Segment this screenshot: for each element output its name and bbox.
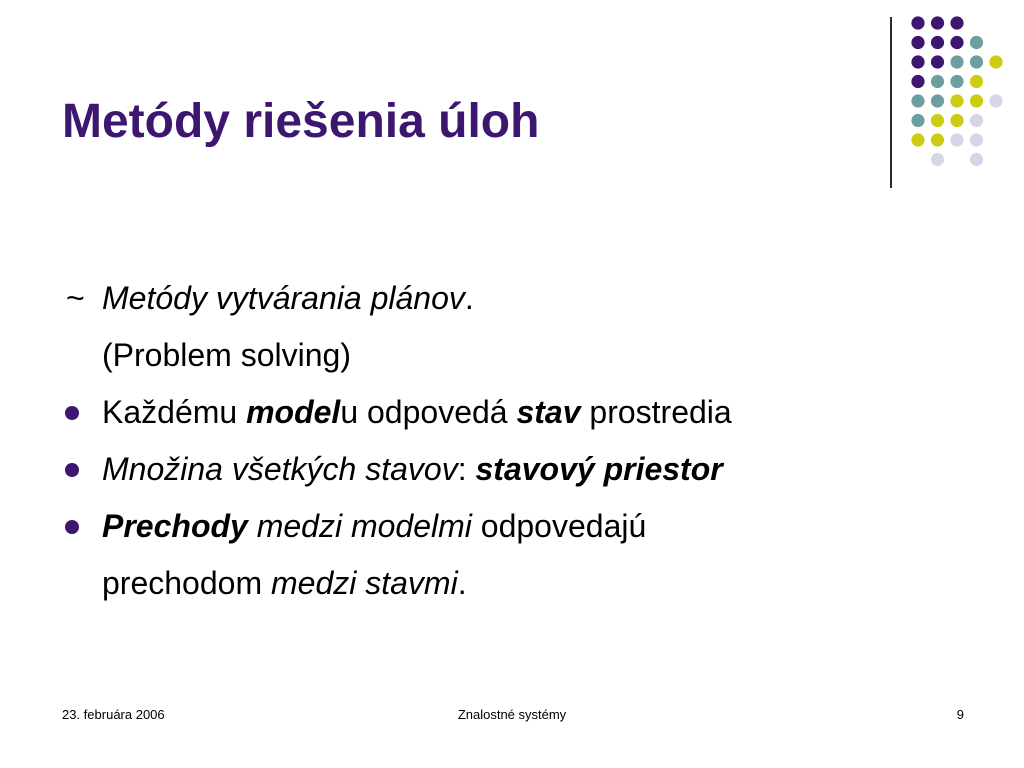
bullet-item [62, 384, 982, 441]
purple-dot [931, 36, 944, 49]
yellow-dot [950, 94, 963, 107]
slide-title: Metódy riešenia úloh [62, 95, 540, 148]
text-run: prechodom [102, 565, 271, 601]
text-run: odpovedajú [471, 508, 647, 544]
purple-dot [950, 16, 963, 29]
purple-dot [931, 55, 944, 68]
dot-grid-decoration [0, 0, 1024, 200]
bullet-dot [65, 463, 79, 477]
yellow-dot [970, 75, 983, 88]
italic-phrase: Metódy vytvárania plánov [102, 280, 465, 316]
teal-dot [950, 75, 963, 88]
footer-date: 23. februára 2006 [62, 707, 165, 722]
slide-body [62, 270, 982, 612]
teal-dot [931, 75, 944, 88]
body-line-continuation [62, 327, 982, 384]
bullet-dot [65, 406, 79, 420]
body-line-tilde [62, 270, 982, 327]
text-run: . [457, 565, 467, 601]
bold-italic-phrase: stav [516, 394, 581, 430]
purple-dot [931, 16, 944, 29]
bullet-continuation [62, 555, 982, 612]
text-run: u odpovedá [340, 394, 517, 430]
yellow-dot [950, 114, 963, 127]
teal-dot [970, 36, 983, 49]
teal-dot [970, 55, 983, 68]
teal-dot [931, 94, 944, 107]
lavender-dot [931, 153, 944, 166]
lavender-dot [950, 133, 963, 146]
teal-dot [911, 114, 924, 127]
yellow-dot [931, 133, 944, 146]
bullet-item [62, 441, 982, 498]
purple-dot [911, 16, 924, 29]
bold-italic-phrase: model [246, 394, 341, 430]
lavender-dot [970, 133, 983, 146]
bullet-item [62, 498, 982, 555]
text-run: Každému [102, 394, 247, 430]
bullet-dot [65, 520, 79, 534]
purple-dot [911, 36, 924, 49]
yellow-dot [931, 114, 944, 127]
teal-dot [911, 94, 924, 107]
yellow-dot [970, 94, 983, 107]
text-run: (Problem solving) [102, 337, 351, 373]
tilde-marker: ~ [66, 280, 85, 316]
text-run: prostredia [580, 394, 732, 430]
lavender-dot [989, 94, 1002, 107]
lavender-dot [970, 153, 983, 166]
purple-dot [950, 36, 963, 49]
italic-phrase: medzi modelmi [247, 508, 472, 544]
text-run: . [464, 280, 474, 316]
lavender-dot [970, 114, 983, 127]
teal-dot [950, 55, 963, 68]
bold-italic-phrase: stavový priestor [475, 451, 723, 487]
yellow-dot [911, 133, 924, 146]
footer-page-number: 9 [956, 707, 964, 722]
purple-dot [911, 55, 924, 68]
italic-phrase: Množina všetkých stavov [102, 451, 458, 487]
footer-course: Znalostné systémy [457, 707, 567, 722]
italic-phrase: medzi stavmi [270, 565, 458, 601]
yellow-dot [989, 55, 1002, 68]
bold-italic-phrase: Prechody [102, 508, 248, 544]
text-run: : [457, 451, 476, 487]
purple-dot [911, 75, 924, 88]
